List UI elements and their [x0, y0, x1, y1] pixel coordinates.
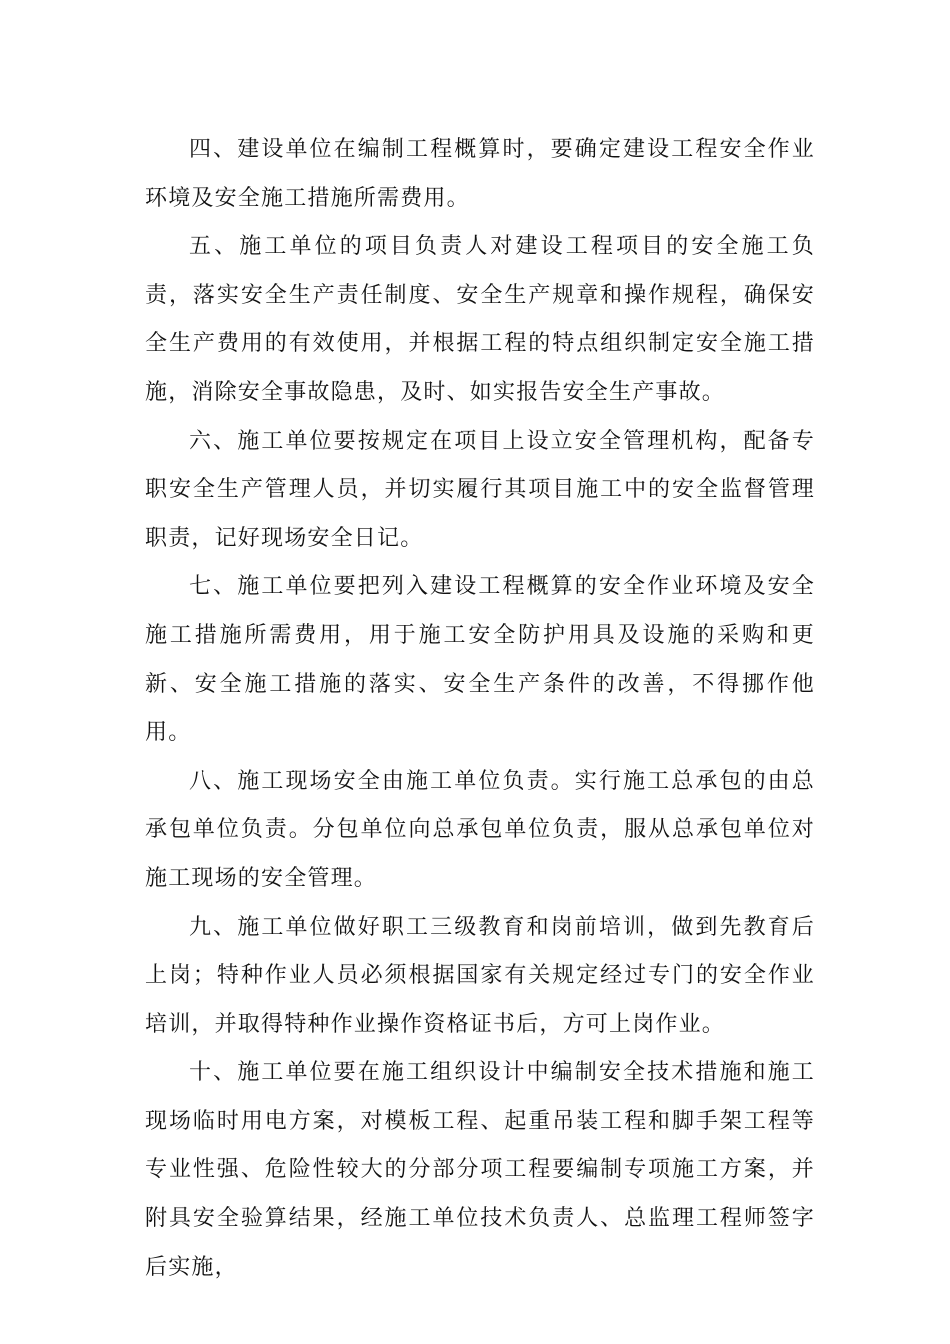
paragraph-5: 五、施工单位的项目负责人对建设工程项目的安全施工负责，落实安全生产责任制度、安全生产规章和操作规程，确保安全生产费用的有效使用，并根据工程的特点组织制定安全施工措施，消除安全事故隐患，及时、如实报告安全生产事故。 — [145, 234, 815, 405]
paragraph-9: 九、施工单位做好职工三级教育和岗前培训，做到先教育后上岗；特种作业人员必须根据国家有关规定经过专门的安全作业培训，并取得特种作业操作资格证书后，方可上岗作业。 — [145, 914, 815, 1037]
paragraph-10: 十、施工单位要在施工组织设计中编制安全技术措施和施工现场临时用电方案，对模板工程、起重吊装工程和脚手架工程等专业性强、危险性较大的分部分项工程要编制专项施工方案，并附具安全验算结果，经施工单位技术负责人、总监理工程师签字后实施， — [145, 1060, 815, 1280]
paragraph-6: 六、施工单位要按规定在项目上设立安全管理机构，配备专职安全生产管理人员，并切实履行其项目施工中的安全监督管理职责，记好现场安全日记。 — [145, 428, 815, 551]
paragraph-4: 四、建设单位在编制工程概算时，要确定建设工程安全作业环境及安全施工措施所需费用。 — [145, 137, 815, 211]
paragraph-7: 七、施工单位要把列入建设工程概算的安全作业环境及安全施工措施所需费用，用于施工安全防护用具及设施的采购和更新、安全施工措施的落实、安全生产条件的改善，不得挪作他用。 — [145, 574, 815, 746]
document-body — [145, 126, 815, 1292]
paragraph-8: 八、施工现场安全由施工单位负责。实行施工总承包的由总承包单位负责。分包单位向总承包单位负责，服从总承包单位对施工现场的安全管理。 — [145, 768, 815, 891]
